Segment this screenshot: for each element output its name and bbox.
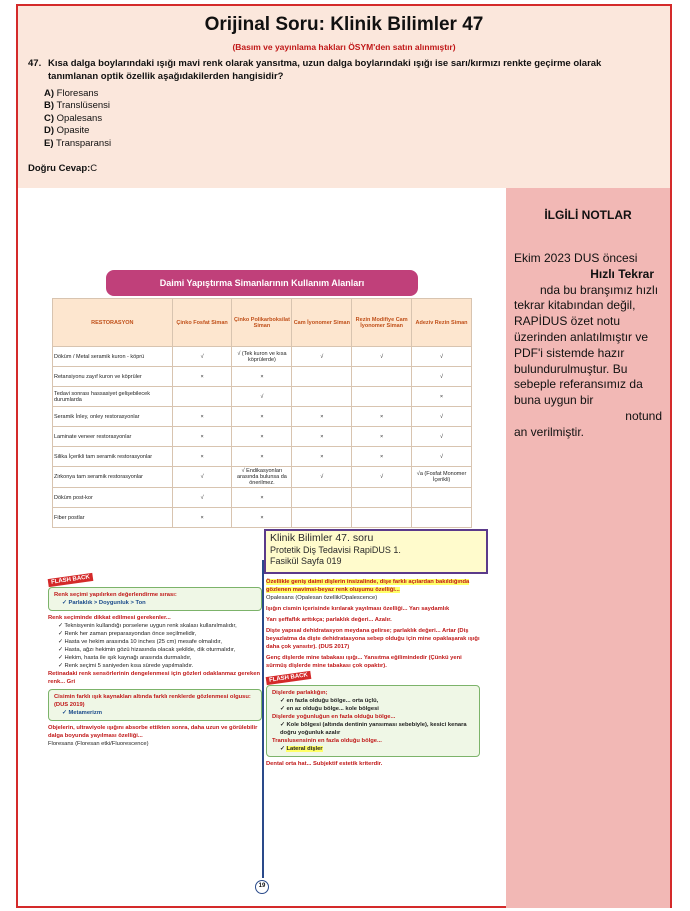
table-cell: √ xyxy=(412,367,472,387)
copyright-note: (Basım ve yayınlama hakları ÖSYM'den satın alınmıştır) xyxy=(232,42,456,52)
flashback-badge-2: FLASH BACK xyxy=(266,671,312,685)
table-row xyxy=(53,467,472,488)
table-cell xyxy=(352,508,412,528)
table-cell: × xyxy=(232,367,292,387)
table-cell: Tedavi sonrası hassasiyet gelişebilecek durumlarda xyxy=(53,387,173,407)
question-panel xyxy=(18,6,670,188)
notes-panel xyxy=(506,188,670,908)
table-cell: × xyxy=(412,387,472,407)
fluorescence-note: Objelerin, ultraviyole ışığını absorbe ettikten sonra, daha uzun ve görülebilir dalga boyunda yayılması özelliği... xyxy=(48,725,258,739)
table-cell: Retansiyonu zayıf kuron ve köprüler xyxy=(53,367,173,387)
correct-answer: Doğru Cevap:C xyxy=(28,163,98,174)
table-row xyxy=(53,427,472,447)
retina-note: Retinadaki renk sensörlerinin dengelenmesi için gözleri odaklanmaz gereken renk... Gri xyxy=(48,671,260,685)
table-cell: Seramik İnley, onley restorasyonlar xyxy=(53,407,173,427)
table-header: Cam İyonomer Siman xyxy=(292,299,352,347)
table-cell: × xyxy=(172,367,232,387)
column-divider xyxy=(262,560,264,878)
table-cell: √ xyxy=(172,347,232,367)
option-b: B) Translüsensi xyxy=(44,100,111,112)
table-cell xyxy=(352,387,412,407)
table-cell: √ xyxy=(352,347,412,367)
attention-list xyxy=(48,622,262,670)
table-header: Adeziv Rezin Siman xyxy=(412,299,472,347)
option-a: A) Floresans xyxy=(44,88,99,99)
table-cell: √ xyxy=(292,467,352,488)
table-row xyxy=(53,387,472,407)
left-column xyxy=(48,576,262,748)
attention-heading: Renk seçiminde dikkat edilmesi gerekenler... xyxy=(48,615,171,621)
color-order-box: Renk seçimi yapılırken değerlendirme sırası: ✓ Parlaklık > Doygunluk > Ton xyxy=(48,587,262,611)
table-cell: Silika İçerikli tam seramik restorasyonlar xyxy=(53,447,173,467)
right-column xyxy=(266,576,480,768)
table-cell: × xyxy=(352,447,412,467)
list-item: ✓ Hasta, ağzı hekimin gözü hizasında olacak şekilde, dik oturmalıdır, xyxy=(58,647,236,653)
table-cell: × xyxy=(172,427,232,447)
table-header: Çinko Fosfat Siman xyxy=(172,299,232,347)
table-cell: √a (Fosfat Monomer İçerikli) xyxy=(412,467,472,488)
table-cell: √ xyxy=(412,347,472,367)
table-cell: √ xyxy=(172,467,232,488)
table-cell: × xyxy=(232,508,292,528)
table-cell: √ xyxy=(232,387,292,407)
list-item: ✓ Renk her zaman preparasyondan önce seçilmelidir, xyxy=(58,631,197,637)
table-cell: × xyxy=(232,407,292,427)
table-cell: × xyxy=(172,447,232,467)
table-cell: √ xyxy=(292,347,352,367)
page-number: 19 xyxy=(255,880,269,894)
table-cell: × xyxy=(292,407,352,427)
notes-heading: İLGİLİ NOTLAR xyxy=(544,208,632,222)
table-cell: × xyxy=(172,508,232,528)
table-cell: Zirkonya tam seramik restorasyonlar xyxy=(53,467,173,488)
table-cell: √ xyxy=(412,447,472,467)
option-d: D) Opasite xyxy=(44,125,90,137)
table-cell: √ xyxy=(352,467,412,488)
table-cell: × xyxy=(232,488,292,508)
dehydration-note: Dişte yapısal dehidratasyon meydana gelirse; parlaklık değeri... Artar (Diş beyazlatma da dişte dehidratasyona sebep olduğu için mine opaklaşarak ışığı daha çok yansıtır). (DUS 2017) xyxy=(266,628,480,650)
fluorescence-answer: Floresans (Floresan etki/Fluorescence) xyxy=(48,741,149,747)
table-header: RESTORASYON xyxy=(53,299,173,347)
table-row xyxy=(53,407,472,427)
table-cell xyxy=(412,508,472,528)
table-row xyxy=(53,347,472,367)
table-cell: Döküm / Metal seramik kuron - köprü xyxy=(53,347,173,367)
table-cell: √ Endikasyonları arasında bulunsa da önerilmez. xyxy=(232,467,292,488)
table-cell: Döküm post-kor xyxy=(53,488,173,508)
table-cell xyxy=(172,387,232,407)
list-item: ✓ Hekim, hasta ile ışık kaynağı arasında durmalıdır, xyxy=(58,655,192,661)
options-list xyxy=(44,88,111,150)
table-cell: Fiber postlar xyxy=(53,508,173,528)
table-cell xyxy=(292,488,352,508)
table-cell: √ xyxy=(172,488,232,508)
question-text: Kısa dalga boylarındaki ışığı mavi renk olarak yansıtma, uzun dalga boylarındaki ışığı ise sarı/kırmızı renkte geçirme olarak tanımlanan optik özellik aşağıdakilerden hangisidir? xyxy=(48,58,602,82)
table-row xyxy=(53,488,472,508)
flashback-badge: FLASH BACK xyxy=(48,573,94,587)
midline-note: Dental orta hat... Subjektif estetik kriterdir. xyxy=(266,761,383,767)
table-header: Rezin Modifiye Cam İyonomer Siman xyxy=(352,299,412,347)
table-cell xyxy=(292,387,352,407)
table-cell: √ (Tek kuron ve kısa köprülerde) xyxy=(232,347,292,367)
table-title: Daimi Yapıştırma Simanlarının Kullanım Alanları xyxy=(106,270,418,296)
table-cell: × xyxy=(292,427,352,447)
source-popup: Klinik Bilimler 47. soru Protetik Diş Tedavisi RapiDUS 1. Fasikül Sayfa 019 xyxy=(264,529,488,574)
opalescence-note: Özellikle geniş daimi dişlerin insizalinde, dişe farklı açılardan bakıldığında gözlenen mavimsi-beyaz renk oluşumu özelliği... xyxy=(266,579,470,593)
table-cell: × xyxy=(232,447,292,467)
table-cell: × xyxy=(172,407,232,427)
table-cell: × xyxy=(232,427,292,447)
young-teeth-note: Genç dişlerde mine tabakası ışığı... Yansıtma eğilimindedir (Çünkü yeni sürmüş dişlerde mine tabakası çok opaktır). xyxy=(266,655,462,669)
metamerism-box: Cisimin farklı ışık kaynakları altında farklı renklerde gözlenmesi olgusu: (DUS 2019) ✓ Metamerizm xyxy=(48,689,262,721)
list-item: ✓ Renk seçimi 5 saniyeden kısa sürede yapılmalıdır. xyxy=(58,663,194,669)
table-cell: Laminate veneer restorasyonlar xyxy=(53,427,173,447)
table-cell xyxy=(352,488,412,508)
list-item: ✓ Hasta ve hekim arasında 10 inches (25 cm) mesafe olmalıdır, xyxy=(58,639,223,645)
page-title: Orijinal Soru: Klinik Bilimler 47 xyxy=(204,14,484,35)
list-item: ✓ Teknisyenin kullandığı porselene uygun renk skalası kullanılmalıdır, xyxy=(58,623,237,629)
option-c: C) Opalesans xyxy=(44,112,103,124)
table-row xyxy=(53,367,472,387)
question-stem xyxy=(28,58,648,83)
table-cell xyxy=(292,367,352,387)
table-cell: × xyxy=(352,427,412,447)
translucency-note: Işığın cismin içerisinde kırılarak yayılması özelliği... Yarı saydamlık xyxy=(266,606,450,612)
table-cell: √ xyxy=(412,427,472,447)
table-cell: × xyxy=(292,447,352,467)
table-cell xyxy=(292,508,352,528)
table-row xyxy=(53,447,472,467)
table-cell: √ xyxy=(412,407,472,427)
table-row xyxy=(53,508,472,528)
table-cell xyxy=(352,367,412,387)
brightness-box: Dişlerde parlaklığın; ✓ en fazla olduğu bölge... orta üçlü, ✓ en az olduğu bölge... kole bölgesi Dişlerde yoğunluğun en fazla olduğu bölge... ✓ Kole bölgesi (altında dentinin yansıması sebebiyle), kesici kenara doğru yoğunluk azalır Translusensinin en fazla olduğu bölge... ✓ Lateral dişler xyxy=(266,685,480,757)
option-e: E) Transparansi xyxy=(44,137,112,149)
table-cell: × xyxy=(352,407,412,427)
cement-table xyxy=(52,298,472,528)
opalescence-answer: Opalesans (Opalesan özellik/Opalescence) xyxy=(266,595,378,601)
brightness-note: Yarı şeffaflık arttıkça; parlaklık değeri... Azalır. xyxy=(266,617,392,623)
notes-body: Ekim 2023 DUS öncesi Hızlı Tekrar nda bu branşımız hızlı tekrar kitabından değil, RAPİDUS özet notu üzerinden anlatılmıştır ve PDF'i sistemde hazır bulundurulmuştur. Bu sebeple referansımız da buna uygun bir notund an verilmiştir. xyxy=(514,251,662,439)
question-number: 47. xyxy=(28,58,42,69)
table-cell xyxy=(412,488,472,508)
table-header: Çinko Polikarboksilat Siman xyxy=(232,299,292,347)
